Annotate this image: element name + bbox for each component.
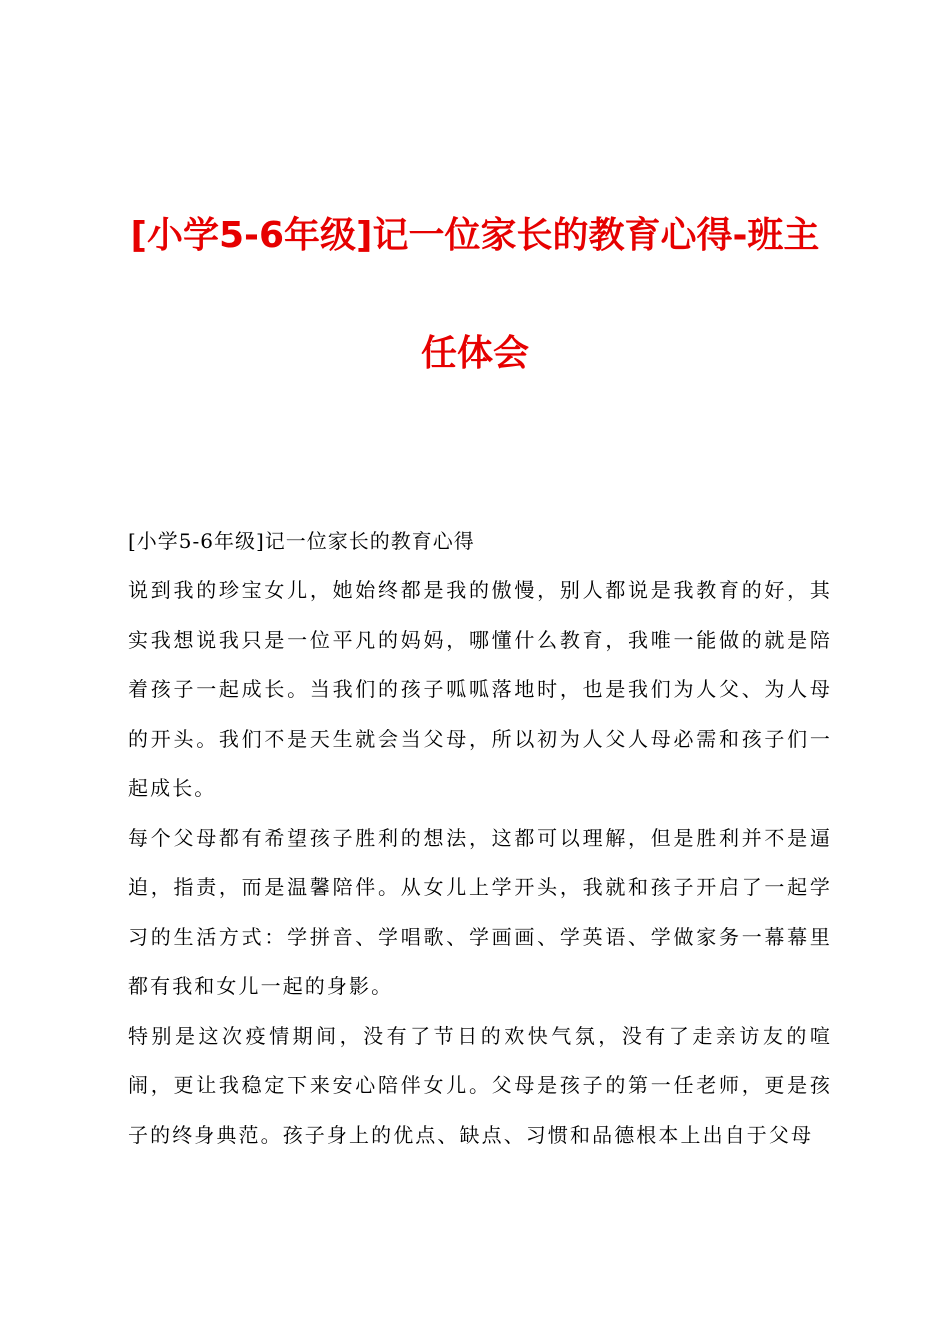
document-subtitle: [小学5-6年级]记一位家长的教育心得 <box>128 529 475 553</box>
paragraph-1: 说到我的珍宝女儿，她始终都是我的傲慢，别人都说是我教育的好，其实我想说我只是一位平凡的妈妈，哪懂什么教育，我唯一能做的就是陪着孩子一起成长。当我们的孩子呱呱落地时，也是我们为人父、为人母的开头。我们不是天生就会当父母，所以初为人父人母必需和孩子们一起成长。 <box>128 578 832 800</box>
paragraph-3: 特别是这次疫情期间，没有了节日的欢快气氛，没有了走亲访友的喧闹，更让我稳定下来安心陪伴女儿。父母是孩子的第一任老师，更是孩子的终身典范。孩子身上的优点、缺点、习惯和品德根本上出自于父母 <box>128 1023 832 1147</box>
title-line-2: 任体会 <box>420 333 529 374</box>
title-line-1: [小学5-6年级]记一位家长的教育心得-班主 <box>130 215 820 256</box>
document-body <box>128 516 832 1160</box>
paragraph-2: 每个父母都有希望孩子胜利的想法，这都可以理解，但是胜利并不是逼迫，指责，而是温馨陪伴。从女儿上学开头，我就和孩子开启了一起学习的生活方式：学拼音、学唱歌、学画画、学英语、学做家务一幕幕里都有我和女儿一起的身影。 <box>128 825 832 998</box>
